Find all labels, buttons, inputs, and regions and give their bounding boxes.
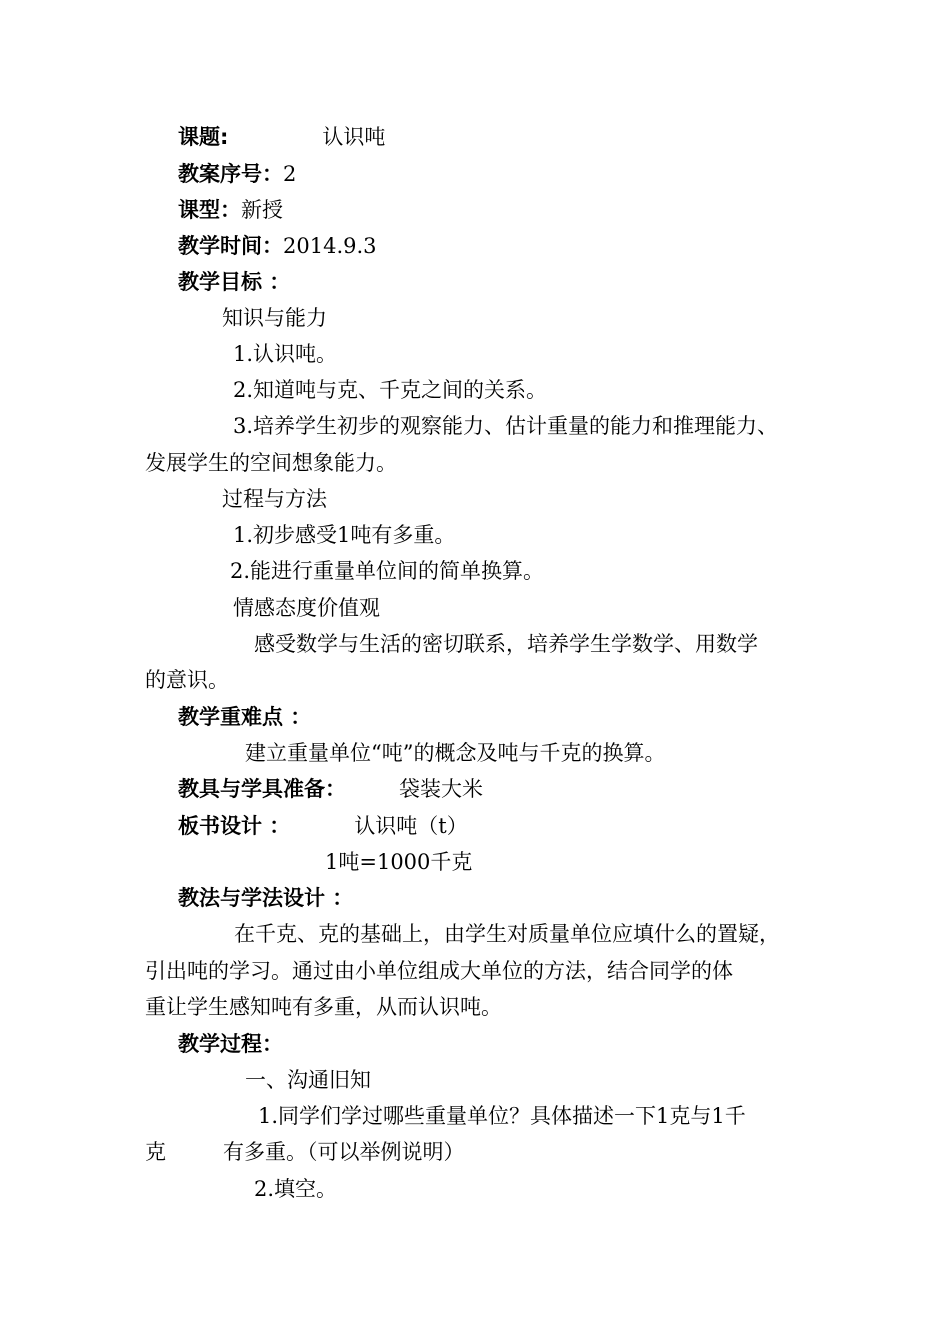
teaching-process-heading: 教学过程： [178,1032,283,1056]
plan-number-label: 教案序号： [178,162,283,186]
process-question-1-line-2 [145,1138,465,1166]
emotion-line-1: 感受数学与生活的密切联系，培养学生学数学、用数学 [254,632,758,656]
objectives-heading: 教学目标 ： [178,270,291,294]
board-design-title: 认识吨（t） [354,814,468,838]
knowledge-item-1: 1.认识吨。 [233,342,338,366]
question-1-unit: 克 [145,1140,166,1164]
process-section-1-title: 一、沟通旧知 [245,1068,371,1092]
materials-heading: 教具与学具准备： [178,777,346,801]
teaching-time-line [178,232,377,260]
process-method-item-2: 2.能进行重量单位间的简单换算。 [230,559,545,583]
process-method-item-1: 1.初步感受1吨有多重。 [233,523,456,547]
process-method-title: 过程与方法 [222,487,327,511]
knowledge-title: 知识与能力 [222,306,327,330]
lesson-type-value: 新授 [241,198,283,222]
knowledge-item-2: 2.知道吨与克、千克之间的关系。 [233,378,548,402]
knowledge-item-3-line-2: 发展学生的空间想象能力。 [145,451,397,475]
materials-line [178,775,483,803]
topic-value: 认识吨 [322,125,386,149]
emotion-title: 情感态度价值观 [233,596,380,620]
board-design-line [178,812,468,840]
key-points-text: 建立重量单位“吨”的概念及吨与千克的换算。 [245,741,666,765]
plan-number-line [178,160,296,188]
emotion-line-2: 的意识。 [145,668,229,692]
method-heading: 教法与学法设计 ： [178,886,354,910]
board-design-formula: 1吨=1000千克 [325,850,473,874]
method-line-1: 在千克、克的基础上，由学生对质量单位应填什么的置疑， [234,922,780,946]
teaching-time-value: 2014.9.3 [283,234,377,258]
question-1-text: 有多重。（可以举例说明） [223,1140,465,1164]
board-design-heading: 板书设计 ： [178,814,291,838]
plan-number-value: 2 [283,162,297,186]
topic-line [178,123,385,151]
process-question-2: 2.填空。 [254,1177,338,1201]
teaching-time-label: 教学时间： [178,234,283,258]
materials-text: 袋装大米 [399,777,483,801]
method-line-3: 重让学生感知吨有多重，从而认识吨。 [145,995,502,1019]
method-line-2: 引出吨的学习。通过由小单位组成大单位的方法，结合同学的体 [145,959,733,983]
topic-label: 课题: [178,125,229,149]
key-points-heading: 教学重难点 ： [178,705,312,729]
process-question-1-line-1: 1.同学们学过哪些重量单位？具体描述一下1克与1千 [258,1104,746,1128]
knowledge-item-3-line-1: 3.培养学生初步的观察能力、估计重量的能力和推理能力、 [233,414,779,438]
lesson-type-line [178,196,283,224]
lesson-type-label: 课型： [178,198,241,222]
